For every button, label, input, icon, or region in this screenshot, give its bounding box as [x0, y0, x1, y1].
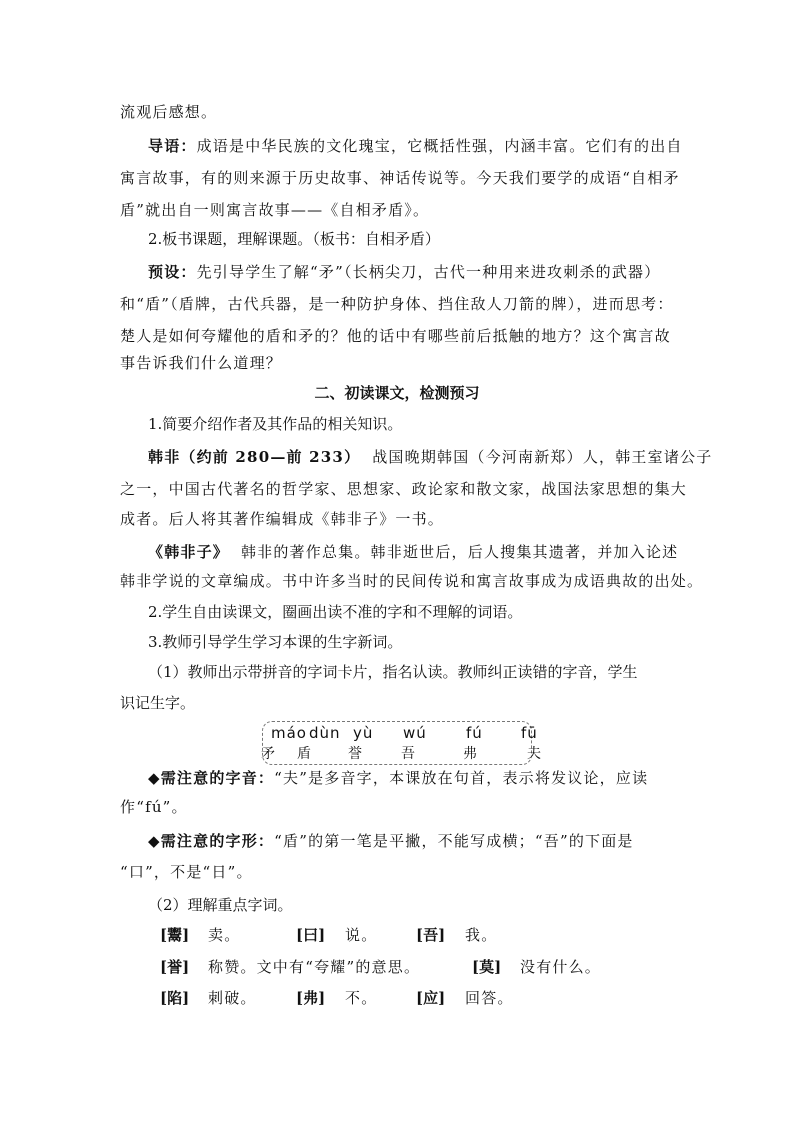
glyph-note-label: ◆需注意的字形：: [148, 832, 275, 850]
preset-text: 先引导学生了解“矛”（长柄尖刀，古代一种用来进攻刺杀的武器）: [196, 263, 661, 281]
gloss-meaning: 没有什么。: [520, 958, 602, 976]
pinyin: yù: [353, 724, 374, 742]
text-line: 事告诉我们什么道理？: [120, 354, 283, 372]
pinyin: máo: [271, 724, 307, 742]
gloss-term: [曰]: [296, 926, 326, 944]
text-line: [148, 541, 678, 563]
text-line: 韩非学说的文章编成。书中许多当时的民间传说和寓言故事成为成语典故的出处。: [120, 572, 704, 590]
text-line: [148, 261, 660, 283]
text-line: 识记生字。: [120, 694, 196, 712]
book-text: 韩非的著作总集。韩非逝世后，后人搜集其遗著，并加入论述: [240, 543, 679, 561]
gloss-meaning: 回答。: [465, 989, 514, 1007]
lead-in-text: 成语是中华民族的文化瑰宝，它概括性强，内涵丰富。它们有的出自: [196, 137, 683, 155]
glyph-note-text: “盾”的第一笔是平撇，不能写成横；“吾”的下面是: [274, 832, 634, 850]
text-line: （2）理解重点字词。: [148, 896, 293, 914]
gloss-term: [应]: [416, 989, 446, 1007]
pinyin: fū: [521, 724, 538, 742]
text-line: [148, 135, 683, 157]
text-line: 盾”就出自一则寓言故事——《自相矛盾》。: [120, 201, 430, 219]
gloss-term: [鬻]: [160, 926, 190, 944]
author-label: 韩非（约前 280—前 233）: [148, 448, 361, 466]
gloss-meaning: 卖。: [208, 926, 241, 944]
section-heading: 二、初读课文，检测预习: [314, 384, 480, 402]
text-line: [148, 830, 634, 852]
pinyin: dùn: [309, 724, 341, 742]
gloss-term: [吾]: [416, 926, 446, 944]
text-line: 之一，中国古代著名的哲学家、思想家、政论家和散文家，战国法家思想的集大: [120, 480, 688, 498]
book-label: 《韩非子》: [148, 543, 230, 561]
pinyin-char: 吾: [401, 746, 415, 762]
text-line: 流观后感想。: [120, 103, 218, 121]
text-line: 2.学生自由读课文，圈画出读不准的字和不理解的词语。: [148, 603, 523, 621]
lead-in-label: 导语：: [148, 137, 197, 155]
pronunciation-note-text: “夫”是多音字，本课放在句首，表示将发议论，应读: [274, 769, 649, 787]
gloss-term: [陷]: [160, 989, 190, 1007]
text-line: 寓言故事，有的则来源于历史故事、神话传说等。今天我们要学的成语“自相矛: [120, 169, 680, 187]
preset-label: 预设：: [148, 263, 197, 281]
text-line: （1）教师出示带拼音的字词卡片，指名认读。教师纠正读错的字音，学生: [148, 663, 638, 681]
text-line: 2.板书课题，理解课题。（板书：自相矛盾）: [148, 230, 440, 248]
pinyin: wú: [403, 724, 427, 742]
gloss-term: [莫]: [472, 958, 502, 976]
pronunciation-note-label: ◆需注意的字音：: [148, 769, 275, 787]
gloss-meaning: 称赞。文中有“夸耀”的意思。: [208, 958, 421, 976]
gloss-meaning: 我。: [465, 926, 498, 944]
text-line: 和“盾”（盾牌，古代兵器，是一种防护身体、挡住敌人刀箭的牌），进而思考：: [120, 295, 674, 313]
gloss-meaning: 不。: [345, 989, 378, 1007]
author-text: 战国晚期韩国（今河南新郑）人，韩王室诸公子: [372, 448, 713, 466]
gloss-meaning: 刺破。: [208, 989, 257, 1007]
text-line: 作“fú”。: [120, 798, 188, 816]
gloss-term: [誉]: [160, 958, 190, 976]
text-line: 3.教师引导学生学习本课的生字新词。: [148, 633, 403, 651]
pinyin-char: 弗: [463, 746, 477, 762]
pinyin: fú: [466, 724, 483, 742]
pinyin-char: 盾: [297, 746, 311, 762]
gloss-term: [弗]: [296, 989, 326, 1007]
text-line: 楚人是如何夸耀他的盾和矛的？他的话中有哪些前后抵触的地方？这个寓言故: [120, 327, 671, 345]
text-line: 1.简要介绍作者及其作品的相关知识。: [148, 415, 403, 433]
gloss-meaning: 说。: [345, 926, 378, 944]
pinyin-char: 誉: [348, 746, 362, 762]
pinyin-char: 矛: [261, 746, 275, 762]
text-line: “口”，不是“日”。: [120, 863, 253, 881]
text-line: [148, 767, 648, 789]
text-line: [148, 446, 712, 468]
text-line: 成者。后人将其著作编辑成《韩非子》一书。: [120, 510, 445, 528]
pinyin-card: [261, 721, 541, 765]
pinyin-char: 夫: [527, 746, 541, 762]
